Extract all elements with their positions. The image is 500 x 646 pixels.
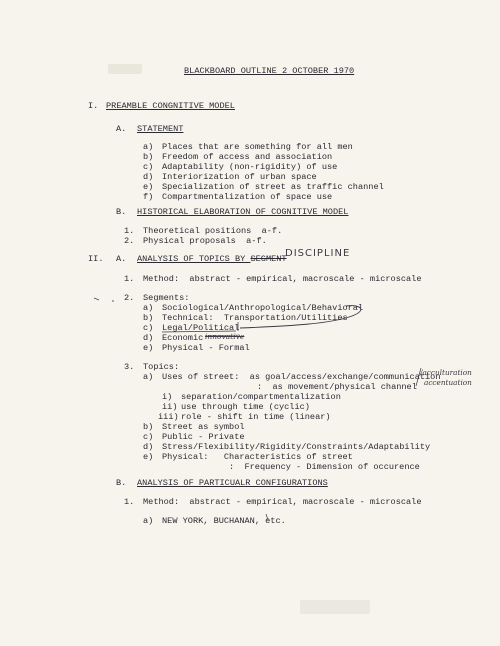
section-heading: PREAMBLE CONGNITIVE MODEL [106,101,235,111]
struck-word: SEGMENT [250,254,287,264]
list-label: e) [143,182,154,192]
list-item: Economic [162,333,204,343]
list-item: Physical proposals a-f. [143,236,267,246]
heading-text: ANALYSIS OF TOPICS BY [137,254,251,264]
list-item-continuation: : as movement/physical channel [257,382,417,392]
list-item: Places that are something for all men [162,142,353,152]
list-label: c) [143,432,154,442]
list-heading: Topics: [143,362,180,372]
list-label: c) [143,323,154,333]
list-item: Specialization of street as traffic channel [162,182,384,192]
list-item-continuation: : Frequency - Dimension of occurence [229,462,420,472]
list-label: d) [143,333,154,343]
subsection-heading: STATEMENT [137,124,184,134]
subsection-heading: HISTORICAL ELABORATION OF COGNITIVE MODEL [137,207,349,217]
list-label: d) [143,442,154,452]
list-label: d) [143,172,154,182]
subsection-letter: A. [116,254,127,264]
list-label: 3. [124,362,135,372]
subsection-letter: B. [116,478,127,488]
list-item: separation/compartmentalization [181,392,341,402]
list-label: b) [143,422,154,432]
subsection-heading: ANALYSIS OF PARTICUALR CONFIGURATIONS [137,478,328,488]
list-item: Physical: Characteristics of street [162,452,353,462]
margin-dot [112,300,114,302]
list-item: Public - Private [162,432,245,442]
section-numeral: II. [88,254,104,264]
list-label: f) [143,192,154,202]
list-item: Theoretical positions a-f. [143,226,283,236]
pen-tick [266,514,268,520]
list-label: a) [143,372,154,382]
list-item: Sociological/Anthropological/Behavioral [162,303,364,313]
list-item: Legal/Political [162,323,240,333]
list-item: use through time (cyclic) [181,402,310,412]
list-label: 1. [124,497,135,507]
list-item: Freedom of access and association [162,152,333,162]
handwritten-annotation: DISCIPLINE [285,248,351,259]
subsection-letter: B. [116,207,127,217]
list-item: Interiorization of urban space [162,172,317,182]
handwritten-annotation: innovative [205,332,245,341]
list-item: role - shift in time (linear) [181,412,331,422]
handwritten-annotation: accentuation [424,378,472,387]
underline-mark [162,331,236,332]
list-label: b) [143,313,154,323]
list-label: e) [143,452,154,462]
list-item: Stress/Flexibility/Rigidity/Constraints/Adaptability [162,442,431,452]
document-title: BLACKBOARD OUTLINE 2 OCTOBER 1970 [184,66,355,76]
strike-mark [205,335,240,336]
list-item: NEW YORK, BUCHANAN, etc. [162,516,286,526]
list-label: iii) [158,412,179,422]
list-item: Adaptability (non-rigidity) of use [162,162,338,172]
list-label: b) [143,152,154,162]
list-item: Uses of street: as goal/access/exchange/communication [162,372,441,382]
list-label: c) [143,162,154,172]
list-label: ii) [162,402,178,412]
list-label: 2. [124,236,135,246]
slash-mark [416,368,421,386]
list-label: e) [143,343,154,353]
list-label: a) [143,142,154,152]
list-label: 1. [124,226,135,236]
list-item: Compartmentalization of space use [162,192,333,202]
list-label: a) [143,303,154,313]
list-item: Physical - Formal [162,343,250,353]
list-heading: Segments: [143,293,190,303]
list-label: i) [162,392,173,402]
list-item: Street as symbol [162,422,245,432]
bracket-mark [240,306,361,328]
list-item: Technical: Transportation/Utilities [162,313,348,323]
list-label: 1. [124,274,135,284]
list-label: a) [143,516,154,526]
section-numeral: I. [88,101,99,111]
margin-tick [94,298,99,300]
list-item: Method: abstract - empirical, macroscale - microscale [143,274,422,284]
subsection-letter: A. [116,124,127,134]
list-label: 2. [124,293,135,303]
list-item: Method: abstract - empirical, macroscale - microscale [143,497,422,507]
handwritten-annotation: /acculturation [420,368,472,377]
